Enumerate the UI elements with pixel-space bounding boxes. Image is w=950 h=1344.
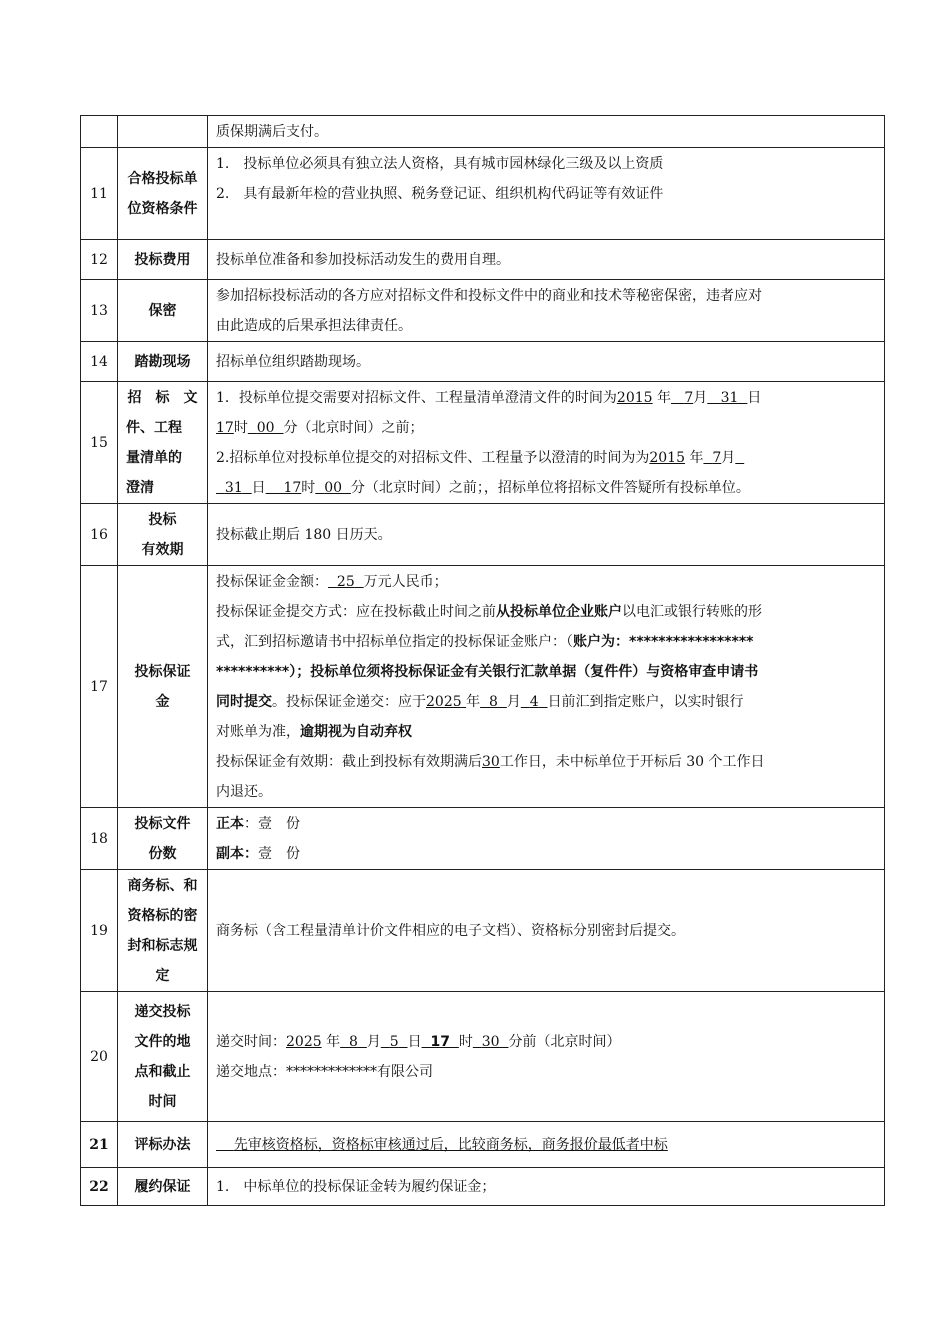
row-item: 投标费用 xyxy=(118,240,208,280)
content-line: 副本：壹 份 xyxy=(216,845,300,862)
row-number: 16 xyxy=(81,504,118,566)
month-value: 7 xyxy=(684,389,694,406)
year-value: 2025 xyxy=(426,693,462,710)
row-number: 15 xyxy=(81,382,118,504)
row-number: 21 xyxy=(81,1122,118,1168)
content-line: 同时提交。投标保证金递交：应于2025 年 8 月 4 日前汇到指定账户，以实时银行 xyxy=(216,693,744,710)
content-line: 式，汇到招标邀请书中招标单位指定的投标保证金账户：（账户为：***************** xyxy=(216,633,754,650)
content-line: **********）；投标单位须将投标保证金有关银行汇款单据（复件件）与资格审查申请书 xyxy=(216,663,759,680)
table-row xyxy=(81,992,885,1122)
row-content xyxy=(208,280,885,342)
row-item: 踏勘现场 xyxy=(118,342,208,382)
content-line: 投标保证金金额： 25 万元人民币； xyxy=(216,573,448,590)
row-content xyxy=(208,992,885,1122)
row-content xyxy=(208,808,885,870)
table-row xyxy=(81,280,885,342)
table-row xyxy=(81,1168,885,1206)
table-row xyxy=(81,808,885,870)
content-line: 1．投标单位提交需要对招标文件、工程量清单澄清文件的时间为2015 年 7月 31 日 xyxy=(216,389,762,406)
row-content xyxy=(208,148,885,240)
content-line: 对账单为准，逾期视为自动弃权 xyxy=(216,723,412,740)
day-value: 4 xyxy=(529,693,539,710)
day-value: 5 xyxy=(389,1033,399,1050)
bid-info-table xyxy=(80,115,885,1206)
row-item: 履约保证 xyxy=(118,1168,208,1206)
table-row xyxy=(81,240,885,280)
row-number: 19 xyxy=(81,870,118,992)
row-content: 商务标（含工程量清单计价文件相应的电子文档）、资格标分别密封后提交。 xyxy=(208,870,885,992)
row-number: 17 xyxy=(81,566,118,808)
table-row xyxy=(81,566,885,808)
hour-value: 17 xyxy=(430,1033,450,1050)
table-row xyxy=(81,342,885,382)
row-content: 招标单位组织踏勘现场。 xyxy=(208,342,885,382)
year-value: 2015 xyxy=(649,449,685,466)
content-line: 正本：壹 份 xyxy=(216,815,300,832)
day-value: 31 xyxy=(224,479,243,496)
row-item: 招 标 文 件、工程 量清单的 澄清 xyxy=(118,382,208,504)
content-line: 递交时间：2025 年 8 月 5 日 17 时 30 分前（北京时间） xyxy=(216,1033,621,1050)
days-value: 30 xyxy=(482,753,500,770)
content-line: 17时 00 分（北京时间）之前； xyxy=(216,419,424,436)
row-item: 投标文件 份数 xyxy=(118,808,208,870)
month-value: 8 xyxy=(489,693,498,710)
table-row xyxy=(81,116,885,148)
hour-value: 17 xyxy=(216,419,234,436)
content-line: 1. 投标单位必须具有独立法人资格，具有城市园林绿化三级及以上资质 xyxy=(216,156,664,172)
hour-value: 17 xyxy=(283,479,302,496)
row-number: 18 xyxy=(81,808,118,870)
amount-value: 25 xyxy=(336,573,355,590)
row-item: 合格投标单位资格条件 xyxy=(118,148,208,240)
row-number: 12 xyxy=(81,240,118,280)
row-number: 22 xyxy=(81,1168,118,1206)
minute-value: 00 xyxy=(256,419,275,436)
content-line: 递交地点：*************有限公司 xyxy=(216,1063,433,1080)
row-item: 递交投标 文件的地 点和截止 时间 xyxy=(118,992,208,1122)
row-content: 1. 中标单位的投标保证金转为履约保证金； xyxy=(208,1168,885,1206)
content-line: 由此造成的后果承担法律责任。 xyxy=(216,317,412,334)
row-number: 13 xyxy=(81,280,118,342)
minute-value: 00 xyxy=(324,479,343,496)
row-content: 投标截止期后 180 日历天。 xyxy=(208,504,885,566)
content-line: 2. 具有最新年检的营业执照、税务登记证、组织机构代码证等有效证件 xyxy=(216,186,664,202)
day-value: 31 xyxy=(720,389,739,406)
row-number: 20 xyxy=(81,992,118,1122)
place-value: *************有限公司 xyxy=(286,1063,433,1080)
year-value: 2015 xyxy=(616,389,653,406)
month-value: 8 xyxy=(349,1033,358,1050)
content-line: 2.招标单位对投标单位提交的对招标文件、工程量予以澄清的时间为为2015 年 7月 xyxy=(216,449,736,466)
table-row xyxy=(81,504,885,566)
row-item: 商务标、和 资格标的密 封和标志规 定 xyxy=(118,870,208,992)
row-item: 保密 xyxy=(118,280,208,342)
table-row xyxy=(81,870,885,992)
year-value: 2025 xyxy=(286,1033,322,1050)
content-line: 投标保证金有效期：截止到投标有效期满后30工作日，未中标单位于开标后 30 个工作日 xyxy=(216,753,765,770)
row-number: 14 xyxy=(81,342,118,382)
row-content: 先审核资格标，资格标审核通过后，比较商务标，商务报价最低者中标 xyxy=(208,1122,885,1168)
content-line: 内退还。 xyxy=(216,783,272,800)
month-value: 7 xyxy=(712,449,722,466)
row-content: 投标单位准备和参加投标活动发生的费用自理。 xyxy=(208,240,885,280)
content-line: 投标保证金提交方式：应在投标截止时间之前从投标单位企业账户以电汇或银行转账的形 xyxy=(216,603,762,620)
row-content xyxy=(208,382,885,504)
table-row xyxy=(81,382,885,504)
row-item: 评标办法 xyxy=(118,1122,208,1168)
table-row xyxy=(81,1122,885,1168)
row-content: 质保期满后支付。 xyxy=(208,116,885,148)
row-item: 投标 有效期 xyxy=(118,504,208,566)
content-line: 31 日 17时 00 分（北京时间）之前；，招标单位将招标文件答疑所有投标单位。 xyxy=(224,479,750,496)
row-content xyxy=(208,566,885,808)
minute-value: 30 xyxy=(481,1033,500,1050)
row-number: 11 xyxy=(81,148,118,240)
content-line: 参加招标投标活动的各方应对招标文件和投标文件中的商业和技术等秘密保密，违者应对 xyxy=(216,287,762,304)
row-item: 投标保证 金 xyxy=(118,566,208,808)
table-row xyxy=(81,148,885,240)
